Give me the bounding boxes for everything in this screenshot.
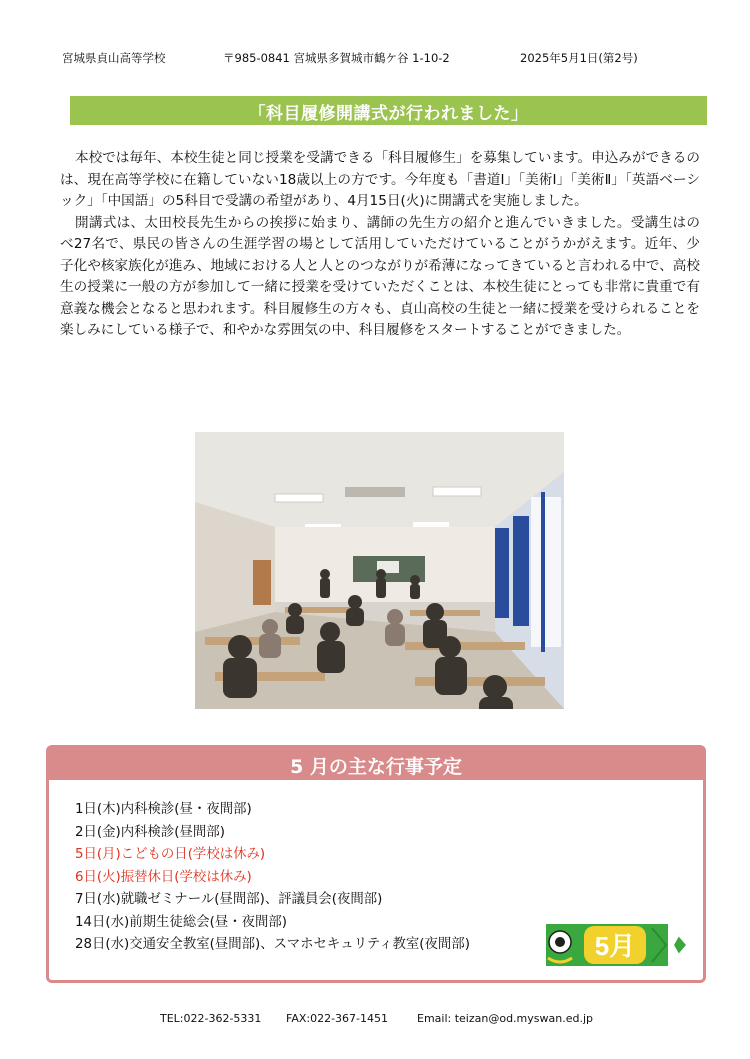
event-item: 1日(木)内科検診(昼・夜間部) [75, 802, 252, 817]
issue-date: 2025年5月1日(第2号) [520, 51, 638, 65]
events-title: 5 月の主な行事予定 [290, 756, 462, 778]
article-paragraph: 開講式は、太田校長先生からの挨拶に始まり、講師の先生方の紹介と進んでいきました。受講生はのべ27名で、県民の皆さんの生涯学習の場として活用していただけていることがうかがえます。近年、少子化や核家族化が進み、地域における人と人とのつながりが希薄になってきていると言われる中で、高校生の授業に一般の方が参加して一緒に授業を受けていただくことは、本校生徒にとっても非常に貴重で有意義な機会となると思われます。科目履修生の方々も、貞山高校の生徒と一緒に授業を受けられることを楽しみにしている様子で、和やかな雰囲気の中、科目履修をスタートすることができました。 [60, 214, 700, 338]
contact-email[interactable]: Email: teizan@od.myswan.ed.jp [417, 1012, 593, 1025]
article-title-bar [70, 96, 707, 125]
school-name: 宮城県貞山高等学校 [62, 51, 166, 65]
school-address: 〒985-0841 宮城県多賀城市鶴ケ谷 1-10-2 [223, 51, 450, 65]
event-item: 2日(金)内科検診(昼間部) [75, 824, 225, 840]
article-body [60, 148, 700, 342]
ceremony-photo [195, 432, 564, 709]
event-item: 28日(水)交通安全教室(昼間部)、スマホセキュリティ教室(夜間部) [75, 937, 470, 952]
event-item: 14日(水)前期生徒総会(昼・夜間部) [75, 914, 288, 930]
contact-fax: FAX:022-367-1451 [286, 1012, 389, 1025]
article-paragraph: 本校では毎年、本校生徒と同じ授業を受講できる「科目履修生」を募集しています。申込みができるのは、現在高等学校に在籍していない18歳以上の方です。今年度も「書道Ⅰ」「美術Ⅰ」「美術Ⅱ」「英語ベーシック」「中国語」の5科目で受講の希望があり、4月15日(火)に開講式を実施しました。 [60, 150, 700, 209]
newsletter-header [62, 50, 692, 66]
newsletter-footer [160, 1012, 600, 1028]
koinobori-badge [540, 920, 690, 970]
koinobori-label: 5月 [594, 931, 636, 961]
event-item-holiday: 6日(火)振替休日(学校は休み) [75, 869, 252, 885]
koinobori-icon [540, 920, 690, 970]
event-item-holiday: 5日(月)こどもの日(学校は休み) [75, 847, 266, 862]
events-header [49, 748, 703, 780]
event-item: 7日(水)就職ゼミナール(昼間部)、評議員会(夜間部) [75, 892, 383, 907]
events-list [75, 799, 470, 957]
contact-tel: TEL:022-362-5331 [160, 1012, 262, 1025]
article-title: 「科目履修開講式が行われました」 [248, 104, 529, 124]
classroom-photo-illustration [195, 432, 564, 709]
